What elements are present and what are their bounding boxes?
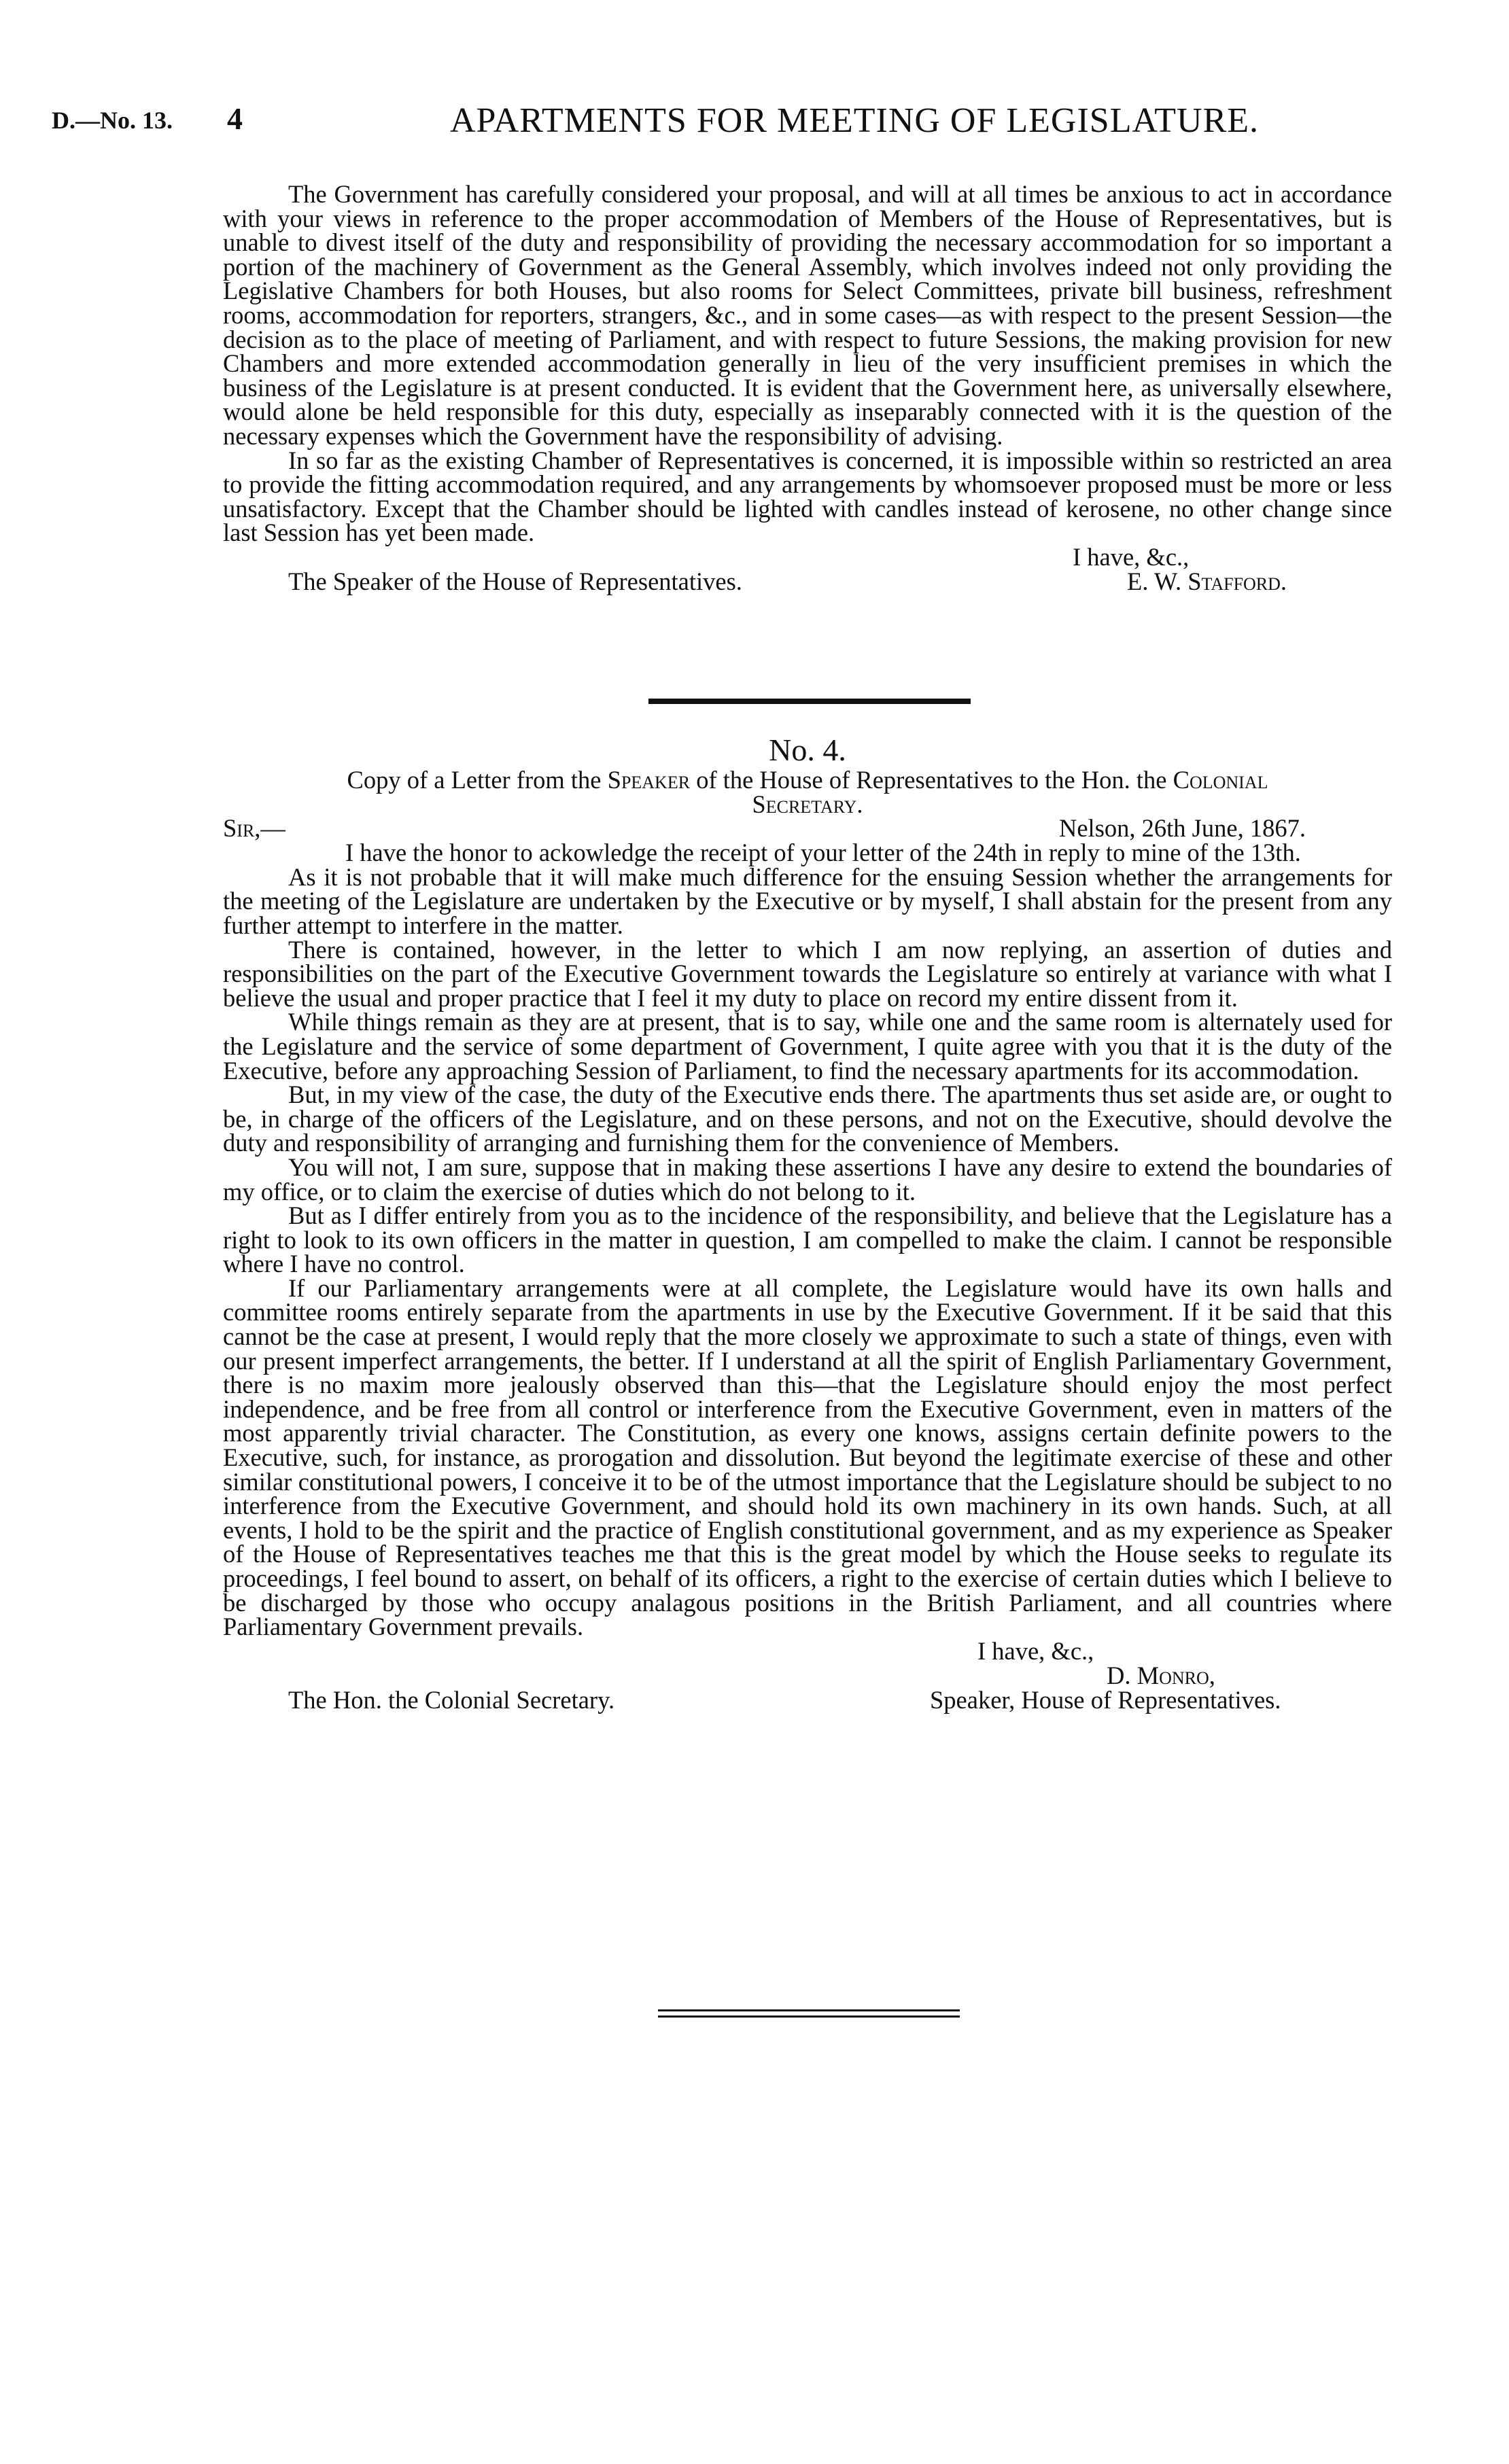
letter-3-paragraph: In so far as the existing Chamber of Representatives is concerned, it is impossible within so restricted an area to provide the fitting accommodation required, and any arrangements by whomsoever proposed must be more or less unsatisfactory. Except that the Chamber should be lighted with candles instead of kerosene, no other change since last Session has yet been made. — [223, 446, 1392, 547]
letter-4-addressee: The Hon. the Colonial Secretary. — [288, 1685, 615, 1714]
page-title: APARTMENTS FOR MEETING OF LEGISLATURE. — [450, 101, 1260, 140]
section-heading: No. 4. — [769, 733, 846, 767]
letter-4-paragraph: While things remain as they are at present, that is to say, while one and the same room is alternately used for the Legislature and the service of some department of Government, I quite agree with you that it is the duty of the Executive, before any approaching Session of Parliament, to find the necessary apartments for its accommodation. — [223, 1008, 1392, 1085]
letter-4 — [223, 733, 1392, 1712]
letter-4-paragraph: As it is not probable that it will make much difference for the ensuing Session whether the arrangements for the meeting of the Legislature are undertaken by the Executive or by myself, I shall abstain for the present from any further attempt to interfere in the matter. — [223, 862, 1392, 939]
letter-4-closing: I have, &c., — [977, 1636, 1094, 1665]
letter-4-paragraph: But as I differ entirely from you as to the incidence of the responsibility, and believe that the Legislature has a right to look to its own officers in the matter in question, I am compelled to make the claim. I cannot be responsible where I have no control. — [223, 1201, 1392, 1278]
section-caption — [223, 768, 1392, 816]
letter-3-signature-line — [223, 569, 1392, 594]
letter-4-paragraph: If our Parliamentary arrangements were at all complete, the Legislature would have its own halls and committee rooms entirely separate from the apartments in use by the Executive Government. If it be said that this cannot be the case at present, I would reply that the more closely we approximate to such a state of things, even with our present imperfect arrangements, the better. If I understand at all the spirit of English Parliamentary Government, there is no maxim more jealously observed than this—that the Legislature should enjoy the most perfect independence, and be free from all control or interference from the Executive Government, even in matters of the most apparently trivial character. The Constitution, as every one knows, assigns certain definite powers to the Executive, such, for instance, as prorogation and dissolution. But beyond the legitimate exercise of these and other similar constitutional powers, I conceive it to be of the utmost importance that the Legislature should be subject to no interference from the Executive Government, and should hold its own machinery in its own hands. Such, at all events, I hold to be the spirit and the practice of English constitutional government, and as my experience as Speaker of the House of Representatives teaches me that this is the great model by which the House seeks to regulate its proceedings, I feel bound to assert, on behalf of its officers, a right to the exercise of certain duties which I believe to be discharged by those who occupy analagous positions in the British Parliament, and all countries where Parliamentary Government prevails. — [223, 1273, 1392, 1641]
caption-text: of the House of Representatives to the Hon. the — [696, 766, 1167, 794]
caption-colonial: Colonial — [1173, 766, 1268, 794]
caption-text: Copy of a Letter from the — [347, 766, 602, 794]
place-date: Nelson, 26th June, 1867. — [1059, 814, 1306, 843]
caption-speaker: Speaker — [607, 766, 691, 794]
letter-3-closing: I have, &c., — [1073, 542, 1190, 571]
letter-4-signature-line — [223, 1661, 1392, 1689]
salutation-line — [223, 816, 1392, 841]
closing-rule-top — [658, 2009, 960, 2011]
letter-3-paragraph: The Government has carefully considered your proposal, and will at all times be anxious to act in accordance with your views in reference to the proper accommodation of Members of the House of Representatives, but is unable to divest itself of the duty and responsibility of providing the necessary accommodation for so important a portion of the machinery of Government as the General Assembly, which involves indeed not only providing the Legislative Chambers for both Houses, but also rooms for Select Committees, private bill business, refreshment rooms, accommodation for reporters, strangers, &c., and in some cases—as with respect to the present Session—the decision as to the place of meeting of Parliament, and with respect to future Sessions, the making provision for new Chambers and more extended accommodation generally in lieu of the very insufficient premises in which the business of the Legislature is at present conducted. It is evident that the Government here, as universally elsewhere, would alone be held responsible for this duty, especially as inseparably connected with it is the question of the necessary expenses which the Government have the responsibility of advising. — [223, 180, 1392, 450]
letter-4-addressee-line — [223, 1685, 1392, 1714]
salutation: Sir,— — [223, 814, 285, 843]
letter-4-signature: D. Monro, — [1107, 1661, 1215, 1689]
document-reference: D.—No. 13. — [52, 107, 173, 134]
page-header — [52, 101, 1418, 148]
letter-3-closing-line — [223, 542, 1392, 571]
letter-4-paragraph: But, in my view of the case, the duty of the Executive ends there. The apartments thus set aside are, or ought to be, in charge of the officers of the Legislature, and on these persons, and not on the Executive, should devolve the duty and responsibility of arranging and furnishing them for the convenience of Members. — [223, 1080, 1392, 1157]
letter-4-paragraph: I have the honor to ackowledge the receipt of your letter of the 24th in reply to mine of the 13th. — [345, 839, 1301, 867]
section-divider — [648, 699, 971, 704]
letter-4-paragraph: There is contained, however, in the letter to which I am now replying, an assertion of duties and responsibilities on the part of the Executive Government towards the Legislature so entirely at variance with what I believe the usual and proper practice that I feel it my duty to place on record my entire dissent from it. — [223, 935, 1392, 1012]
page-number: 4 — [227, 101, 243, 136]
letter-3-addressee: The Speaker of the House of Representatives. — [288, 567, 742, 595]
letter-4-closing-line — [223, 1636, 1392, 1665]
letter-3-signature: E. W. Stafford. — [1127, 567, 1287, 595]
letter-4-paragraph: You will not, I am sure, suppose that in making these assertions I have any desire to extend the boundaries of my office, or to claim the exercise of duties which do not belong to it. — [223, 1152, 1392, 1205]
caption-secretary: Secretary. — [752, 790, 863, 818]
letter-3-body — [223, 182, 1392, 594]
letter-4-signature-title: Speaker, House of Representatives. — [930, 1685, 1281, 1714]
closing-rule-bottom — [658, 2016, 960, 2018]
